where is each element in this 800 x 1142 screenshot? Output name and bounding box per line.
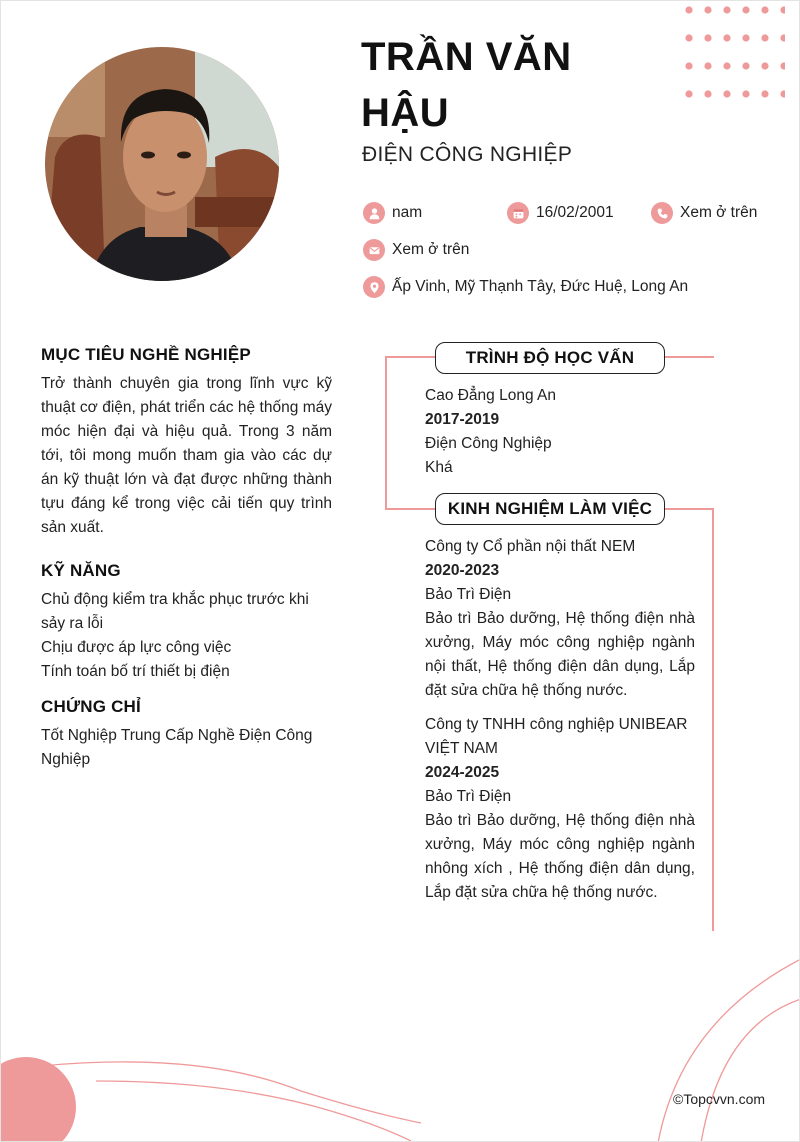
birthdate-value: 16/02/2001: [536, 204, 614, 221]
skills-heading: KỸ NĂNG: [41, 561, 121, 580]
phone-info: [651, 202, 757, 224]
timeline-connector: [664, 508, 714, 510]
avatar: [45, 47, 279, 281]
address-value: Ấp Vinh, Mỹ Thạnh Tây, Đức Huệ, Long An: [392, 278, 689, 295]
education-period: 2017-2019: [425, 411, 500, 428]
skill-item: Chịu được áp lực công việc: [41, 639, 232, 656]
location-pin-icon: [363, 276, 385, 298]
wave-lines-decoration: [1, 941, 800, 1142]
dot-grid-decoration: [685, 6, 785, 106]
experience-position: Bảo Trì Điện: [425, 788, 512, 805]
timeline-connector: [712, 508, 714, 931]
calendar-icon: [507, 202, 529, 224]
timeline-connector: [385, 356, 387, 509]
email-value: Xem ở trên: [392, 241, 470, 258]
gender-info: [363, 202, 422, 224]
timeline-connector: [664, 356, 714, 358]
user-icon: [363, 202, 385, 224]
candidate-name: TRẦN VĂN HẬU: [361, 35, 572, 135]
email-info: [363, 239, 469, 261]
address-info: [363, 276, 688, 298]
timeline-connector: [385, 508, 435, 510]
education-grade: Khá: [425, 459, 453, 476]
mail-icon: [363, 239, 385, 261]
education-heading: TRÌNH ĐỘ HỌC VẤN: [435, 342, 665, 374]
gender-value: nam: [392, 204, 423, 221]
education-school: Cao Đẳng Long An: [425, 387, 556, 404]
job-title: ĐIỆN CÔNG NGHIỆP: [362, 143, 573, 166]
experience-period: 2020-2023: [425, 562, 500, 579]
objective-heading: MỤC TIÊU NGHỀ NGHIỆP: [41, 345, 251, 364]
experience-description: Bảo trì Bảo dưỡng, Hệ thống điện nhà xưởng, Máy móc công nghiệp ngành nhông xích , Hệ thống điện dân dụng, Lắp đặt sửa chữa hệ thống nước.: [425, 812, 695, 901]
experience-position: Bảo Trì Điện: [425, 586, 512, 603]
experience-description: Bảo trì Bảo dưỡng, Hệ thống điện nhà xưởng, Máy móc công nghiệp ngành nội thất, Hệ thống điện dân dụng, Lắp đặt sửa chữa hệ thống nước.: [425, 610, 695, 699]
certificate-item: Tốt Nghiệp Trung Cấp Nghề Điện Công Nghiệp: [41, 727, 313, 768]
experience-heading: KINH NGHIỆM LÀM VIỆC: [435, 493, 665, 525]
skill-item: Tính toán bố trí thiết bị điện: [41, 663, 230, 680]
experience-company: Công ty Cổ phần nội thất NEM: [425, 538, 636, 555]
certificates-heading: CHỨNG CHỈ: [41, 697, 141, 716]
education-major: Điện Công Nghiệp: [425, 435, 552, 452]
experience-company: Công ty TNHH công nghiệp UNIBEAR VIỆT NAM: [425, 716, 688, 757]
copyright-footer: ©Topcvvn.com: [673, 1091, 766, 1107]
birthdate-info: [507, 202, 614, 224]
experience-period: 2024-2025: [425, 764, 500, 781]
objective-text: Trở thành chuyên gia trong lĩnh vực kỹ thuật cơ điện, phát triển các hệ thống máy móc hiện đại và hiệu quả. Trong 3 năm tới, tôi mong muốn tham gia vào các dự án kỹ thuật lớn và đạt được những thành tựu đáng kể trong việc cải tiến quy trình sản xuất.: [41, 375, 332, 536]
phone-icon: [651, 202, 673, 224]
skill-item: Chủ động kiểm tra khắc phục trước khi sảy ra lỗi: [41, 591, 309, 632]
phone-value: Xem ở trên: [680, 204, 758, 221]
timeline-connector: [385, 356, 435, 358]
